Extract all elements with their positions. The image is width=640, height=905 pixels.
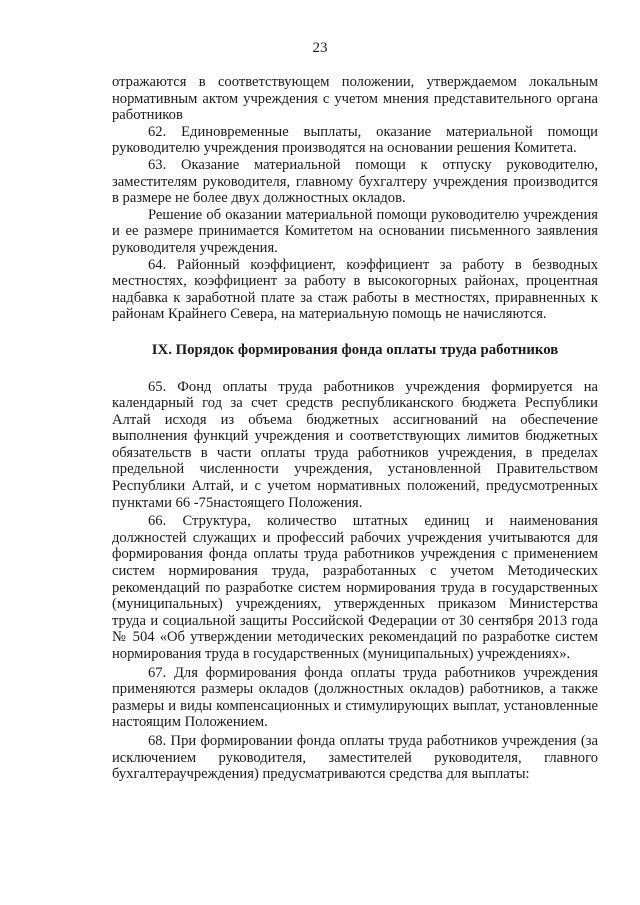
paragraph-68: 68. При формировании фонда оплаты труда работников учреждения (за исключением руководителя, заместителей руководителя, главного бухгалтераучреждения) предусматриваются средства для выплаты: — [112, 732, 598, 783]
paragraph-continuation: отражаются в соответствующем положении, утверждаемом локальным нормативным актом учреждения с учетом мнения представительного органа работников — [112, 74, 598, 124]
paragraph-decision: Решение об оказании материальной помощи руководителю учреждения и ее размере принимается Комитетом на основании письменного заявления руководителя учреждения. — [112, 206, 598, 256]
paragraph-65: 65. Фонд оплаты труда работников учреждения формируется на календарный год за счет средств республиканского бюджета Республики Алтай исходя из объема бюджетных ассигнований на обеспечение выполнения функций учреждения и соответствующих лимитов бюджетных обязательств в части оплаты труда работников учреждения, в пределах предельной численности учреждения, установленной Правительством Республики Алтай, и с учетом нормативных положений, предусмотренных пунктами 66 -75настоящего Положения. — [112, 378, 598, 511]
paragraph-67: 67. Для формирования фонда оплаты труда работников учреждения применяются размеры окладов (должностных окладов) работников, а также размеры и виды компенсационных и стимулирующих выплат, установленные настоящим Положением. — [112, 664, 598, 731]
paragraph-64: 64. Районный коэффициент, коэффициент за работу в безводных местностях, коэффициент за работу в высокогорных районах, процентная надбавка к заработной плате за стаж работы в местностях, приравненных к районам Крайнего Севера, на материальную помощь не начисляются. — [112, 256, 598, 323]
paragraph-62: 62. Единовременные выплаты, оказание материальной помощи руководителю учреждения производятся на основании решения Комитета. — [112, 123, 598, 157]
document-body — [112, 74, 598, 783]
section-heading: IX. Порядок формирования фонда оплаты труда работников — [151, 341, 559, 358]
paragraph-63: 63. Оказание материальной помощи к отпуску руководителю, заместителям руководителя, главному бухгалтеру учреждения производится в размере не более двух должностных окладов. — [112, 156, 598, 207]
page-number: 23 — [312, 40, 328, 56]
paragraph-66: 66. Структура, количество штатных единиц и наименования должностей служащих и профессий рабочих учреждения учитываются для формирования фонда оплаты труда работников учреждения с применением систем нормирования труда, разработанных с учетом Методических рекомендаций по разработке систем нормирования труда в государственных (муниципальных) учреждениях, утвержденных приказом Министерства труда и социальной защиты Российской Федерации от 30 сентября 2013 года № 504 «Об утверждении методических рекомендаций по разработке систем нормирования труда в государственных (муниципальных) учреждениях». — [112, 513, 598, 662]
